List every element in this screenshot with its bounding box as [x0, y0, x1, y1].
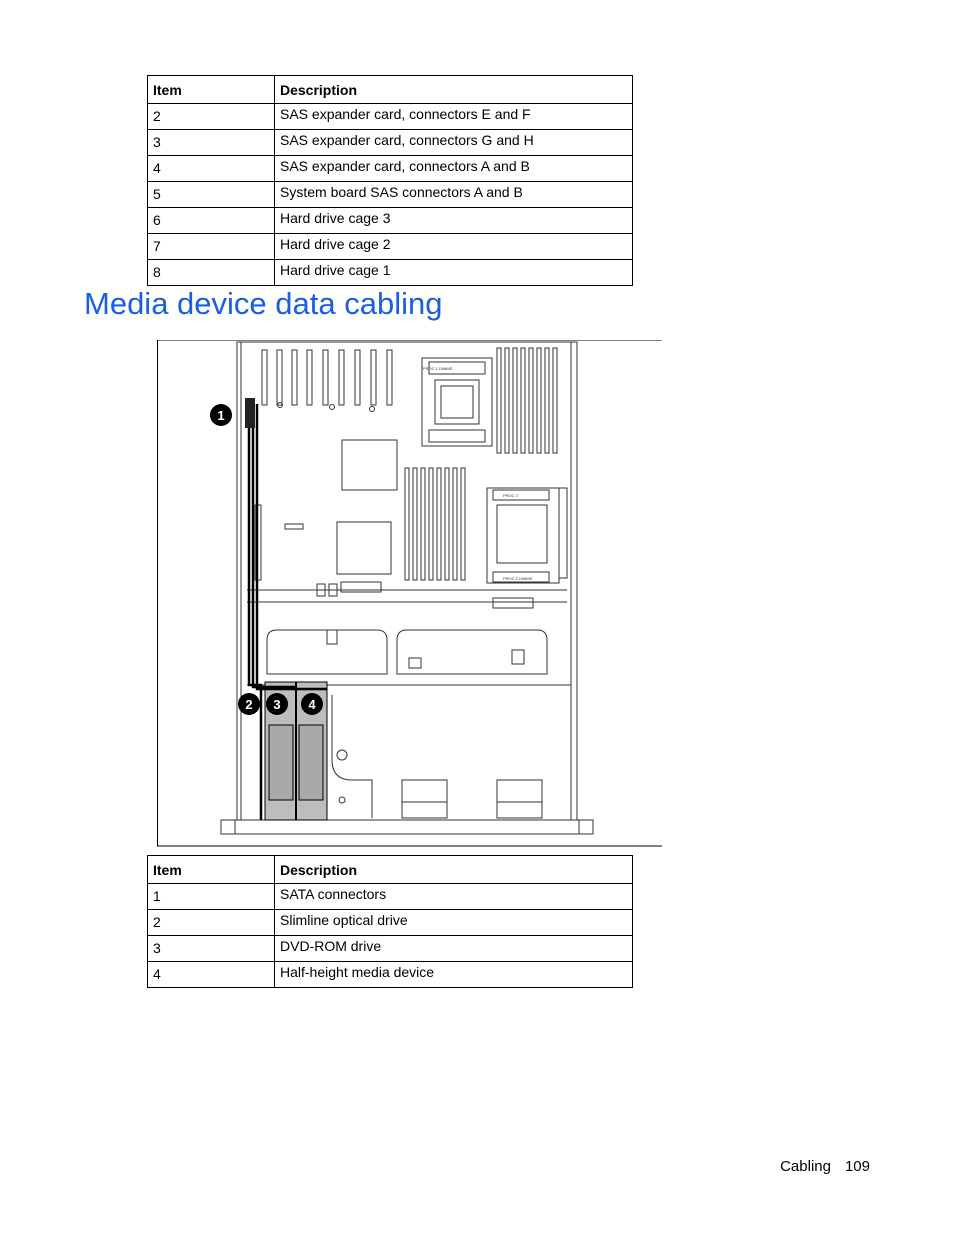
- item-cell: 4: [148, 962, 275, 988]
- table-row: [148, 910, 633, 936]
- item-cell: 6: [148, 208, 275, 234]
- table-row: [148, 156, 633, 182]
- callout-3-label: 3: [273, 697, 281, 712]
- page-number: 109: [844, 1158, 870, 1175]
- callout-4-label: 4: [308, 697, 316, 712]
- silkscreen-proc2: PROC 2: [503, 493, 518, 498]
- silkscreen-proc1: PROC 1 DIMMS: [423, 366, 453, 371]
- table-row: [148, 182, 633, 208]
- callout-2: [238, 693, 260, 715]
- item-column-header: Item: [148, 76, 275, 104]
- callout-2-label: 2: [245, 697, 253, 712]
- callout-1-label: 1: [217, 408, 225, 423]
- footer-section-name: Cabling: [780, 1158, 831, 1175]
- item-cell: 8: [148, 260, 275, 286]
- table-row: [148, 130, 633, 156]
- description-cell: SAS expander card, connectors E and F: [275, 104, 633, 130]
- table-header-row: [148, 76, 633, 104]
- table-row: [148, 260, 633, 286]
- table-row: [148, 962, 633, 988]
- table-row: [148, 936, 633, 962]
- description-cell: Half-height media device: [275, 962, 633, 988]
- description-cell: Hard drive cage 2: [275, 234, 633, 260]
- description-cell: Slimline optical drive: [275, 910, 633, 936]
- page-footer: [780, 1158, 870, 1175]
- item-cell: 5: [148, 182, 275, 208]
- table-row: [148, 234, 633, 260]
- item-cell: 3: [148, 936, 275, 962]
- item-column-header: Item: [148, 856, 275, 884]
- description-cell: Hard drive cage 3: [275, 208, 633, 234]
- table-row: [148, 208, 633, 234]
- item-cell: 4: [148, 156, 275, 182]
- callout-4: [301, 693, 323, 715]
- silkscreen-proc2-dimms: PROC 2 DIMMS: [503, 576, 533, 581]
- item-cell: 2: [148, 104, 275, 130]
- description-cell: SAS expander card, connectors G and H: [275, 130, 633, 156]
- item-cell: 2: [148, 910, 275, 936]
- item-cell: 3: [148, 130, 275, 156]
- item-cell: 7: [148, 234, 275, 260]
- description-column-header: Description: [275, 76, 633, 104]
- callout-3: [266, 693, 288, 715]
- description-cell: DVD-ROM drive: [275, 936, 633, 962]
- description-cell: SATA connectors: [275, 884, 633, 910]
- item-cell: 1: [148, 884, 275, 910]
- description-cell: System board SAS connectors A and B: [275, 182, 633, 208]
- cabling-diagram: [157, 340, 663, 847]
- description-cell: Hard drive cage 1: [275, 260, 633, 286]
- description-column-header: Description: [275, 856, 633, 884]
- parts-table-1: [147, 75, 633, 286]
- section-heading: Media device data cabling: [84, 286, 443, 321]
- description-cell: SAS expander card, connectors A and B: [275, 156, 633, 182]
- server-illustration: [157, 340, 663, 847]
- table-row: [148, 104, 633, 130]
- parts-table-2: [147, 855, 633, 988]
- table-header-row: [148, 856, 633, 884]
- callout-1: [210, 404, 232, 426]
- table-row: [148, 884, 633, 910]
